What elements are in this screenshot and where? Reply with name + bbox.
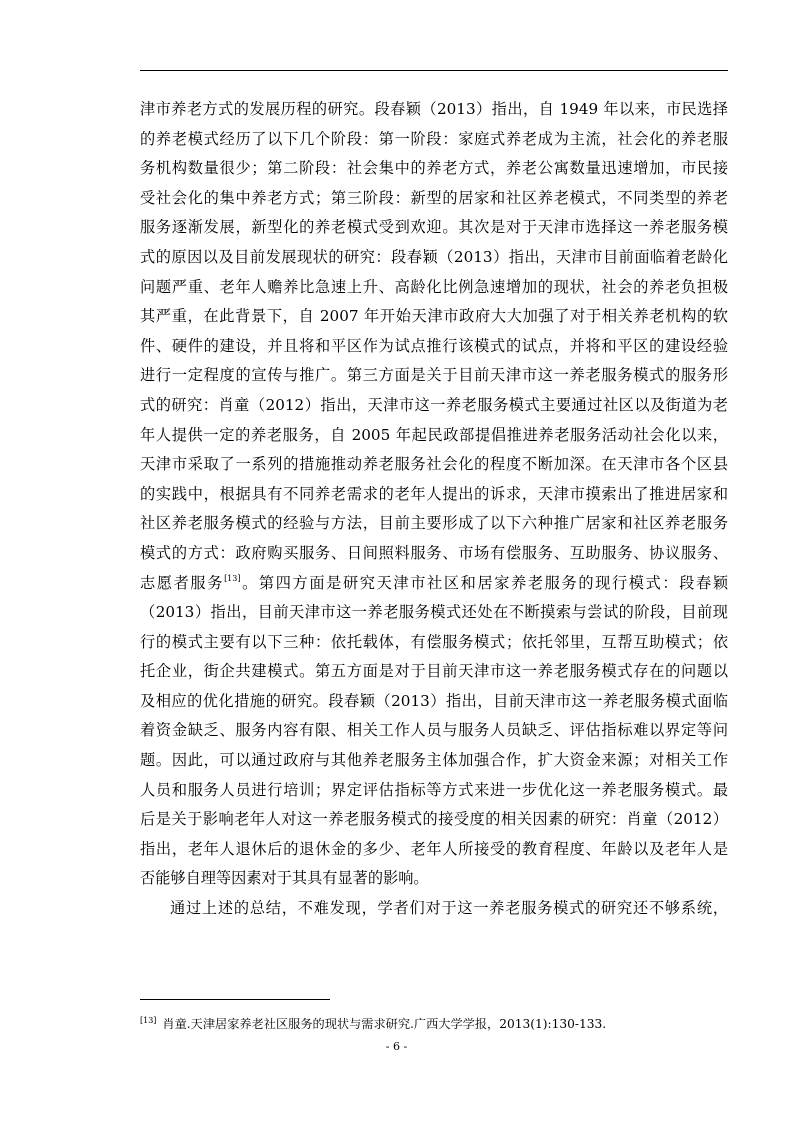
- page-number: - 6 -: [385, 1040, 408, 1053]
- footnote-text: 肖童.天津居家养老社区服务的现状与需求研究.广西大学学报，2013(1):130-133.: [162, 1017, 607, 1031]
- text-line: 题。因此，可以通过政府与其他养老服务主体加强合作，扩大资金来源；对相关工作: [140, 751, 728, 770]
- text-line: 进行一定程度的宣传与推广。第三方面是关于目前天津市这一养老服务模式的服务形: [140, 366, 728, 385]
- text-line: 指出，老年人退休后的退休金的多少、老年人所接受的教育程度、年龄以及老年人是: [140, 839, 728, 858]
- text-line: 人员和服务人员进行培训；界定评估指标等方式来进一步优化这一养老服务模式。最: [140, 780, 728, 799]
- body-text: [140, 95, 728, 924]
- text-line: 其严重，在此背景下，自 2007 年开始天津市政府大大加强了对于相关养老机构的软: [140, 307, 728, 326]
- header-rule: [140, 70, 728, 71]
- text-segment: 。第四方面是研究天津市社区和居家养老服务的现行模式：段春颖: [240, 573, 729, 592]
- text-segment: 志愿者服务: [140, 573, 225, 592]
- text-line: 的实践中，根据具有不同养老需求的老年人提出的诉求，天津市摸索出了推进居家和: [140, 484, 728, 503]
- text-line: 社区养老服务模式的经验与方法，目前主要形成了以下六种推广居家和社区养老服务: [140, 514, 728, 533]
- footnote-rule: [140, 999, 330, 1000]
- text-line-with-citation: [140, 569, 728, 599]
- text-line: 问题严重、老年人赡养比急速上升、高龄化比例急速增加的现状，社会的养老负担极: [140, 277, 728, 296]
- text-line: 天津市采取了一系列的措施推动养老服务社会化的程度不断加深。在天津市各个区县: [140, 455, 728, 474]
- text-line-paragraph-end: 否能够自理等因素对于其具有显著的影响。: [140, 869, 429, 888]
- text-line: 行的模式主要有以下三种：依托载体，有偿服务模式；依托邻里，互帮互助模式；依: [140, 632, 728, 651]
- text-line: 务机构数量很少；第二阶段：社会集中的养老方式，养老公寓数量迅速增加，市民接: [140, 159, 728, 178]
- footnote: [140, 1012, 728, 1033]
- text-line: （2013）指出，目前天津市这一养老服务模式还处在不断摸索与尝试的阶段，目前现: [140, 603, 728, 622]
- text-line: 及相应的优化措施的研究。段春颖（2013）指出，目前天津市这一养老服务模式面临: [140, 691, 728, 710]
- text-line: 着资金缺乏、服务内容有限、相关工作人员与服务人员缺乏、评估指标难以界定等问: [140, 721, 728, 740]
- text-line: 年人提供一定的养老服务，自 2005 年起民政部提倡推进养老服务活动社会化以来，: [140, 425, 728, 444]
- paragraph-2-first-line: 通过上述的总结，不难发现，学者们对于这一养老服务模式的研究还不够系统，: [170, 899, 728, 918]
- text-line: 托企业，街企共建模式。第五方面是对于目前天津市这一养老服务模式存在的问题以: [140, 662, 728, 681]
- text-line: 模式的方式：政府购买服务、日间照料服务、市场有偿服务、互助服务、协议服务、: [140, 543, 728, 562]
- text-line: 件、硬件的建设，并且将和平区作为试点推行该模式的试点，并将和平区的建设经验: [140, 336, 728, 355]
- footnote-mark: [13]: [140, 1016, 157, 1025]
- text-line: 后是关于影响老年人对这一养老服务模式的接受度的相关因素的研究：肖童（2012）: [140, 810, 728, 829]
- text-line: 的养老模式经历了以下几个阶段：第一阶段：家庭式养老成为主流，社会化的养老服: [140, 129, 728, 148]
- text-line: 服务逐渐发展，新型化的养老模式受到欢迎。其次是对于天津市选择这一养老服务模: [140, 218, 728, 237]
- text-line: 式的原因以及目前发展现状的研究：段春颖（2013）指出，天津市目前面临着老龄化: [140, 247, 728, 266]
- citation-mark[interactable]: [13]: [224, 573, 241, 583]
- text-line: 津市养老方式的发展历程的研究。段春颖（2013）指出，自 1949 年以来，市民选择: [140, 100, 728, 118]
- text-line: 式的研究：肖童（2012）指出，天津市这一养老服务模式主要通过社区以及街道为老: [140, 395, 728, 414]
- text-line: 受社会化的集中养老方式；第三阶段：新型的居家和社区养老模式，不同类型的养老: [140, 188, 728, 207]
